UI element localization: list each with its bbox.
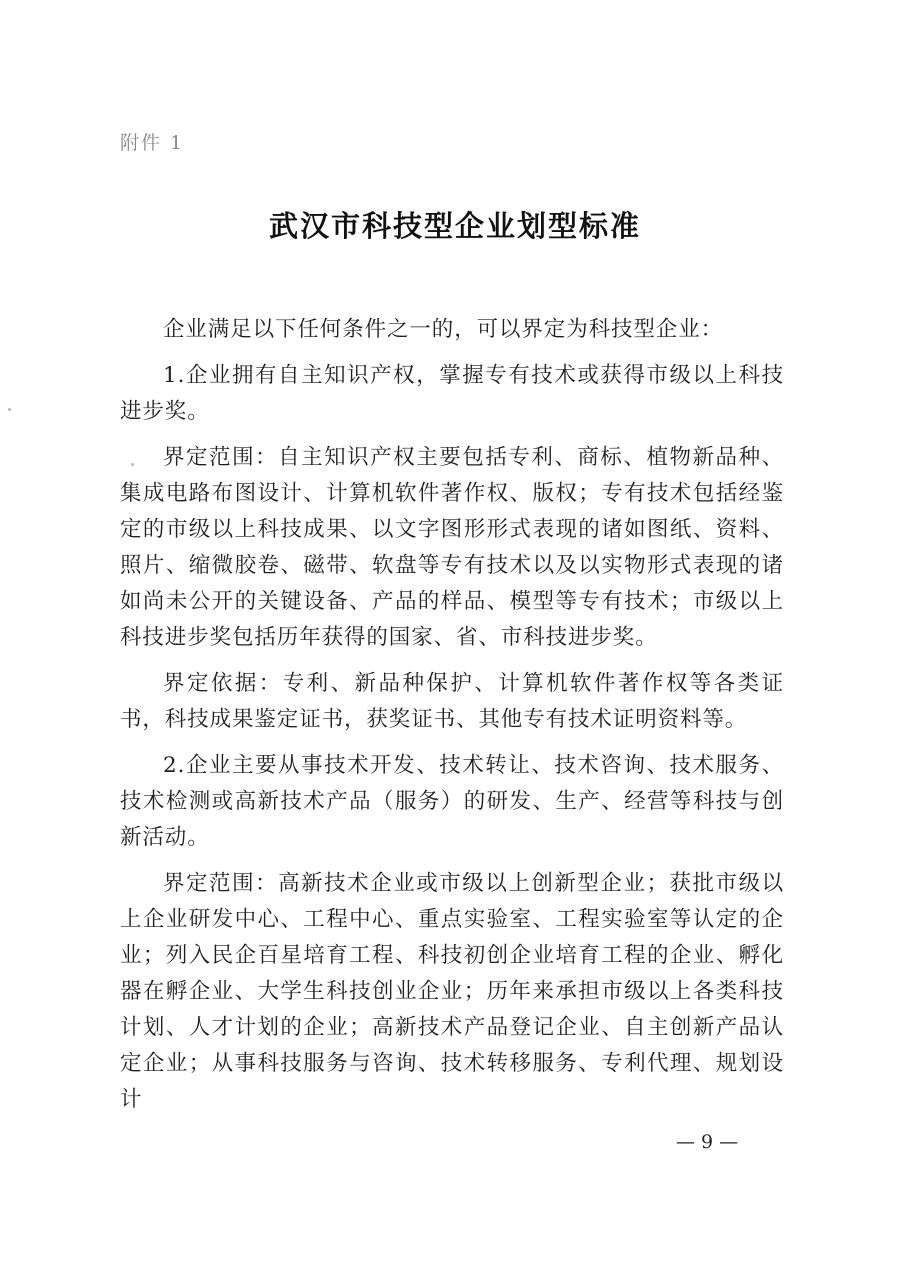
criterion-1-scope-paragraph: 界定范围：自主知识产权主要包括专利、商标、植物新品种、集成电路布图设计、计算机软件著作权、版权；专有技术包括经鉴定的市级以上科技成果、以文字图形形式表现的诸如图纸、资料、照片、缩微胶卷、磁带、软盘等专有技术以及以实物形式表现的诸如尚未公开的关键设备、产品的样品、模型等专有技术；市级以上科技进步奖包括历年获得的国家、省、市科技进步奖。 xyxy=(120,445,784,650)
criterion-1-basis-paragraph: 界定依据：专利、新品种保护、计算机软件著作权等各类证书，科技成果鉴定证书，获奖证书、其他专有技术证明资料等。 xyxy=(120,671,784,732)
page-number: — 9 — xyxy=(676,1131,739,1153)
criterion-2-paragraph: 2.企业主要从事技术开发、技术转让、技术咨询、技术服务、技术检测或高新技术产品（服务）的研发、生产、经营等科技与创新活动。 xyxy=(120,753,784,850)
intro-paragraph: 企业满足以下任何条件之一的，可以界定为科技型企业： xyxy=(163,317,724,342)
scan-speck xyxy=(8,408,11,411)
document-body xyxy=(120,312,784,1128)
document-title: 武汉市科技型企业划型标准 xyxy=(268,209,641,243)
scan-speck xyxy=(131,463,134,466)
attachment-label: 附件 1 xyxy=(120,132,185,154)
criterion-1-paragraph: 1.企业拥有自主知识产权，掌握专有技术或获得市级以上科技进步奖。 xyxy=(120,363,784,424)
criterion-2-scope-paragraph: 界定范围：高新技术企业或市级以上创新型企业；获批市级以上企业研发中心、工程中心、重点实验室、工程实验室等认定的企业；列入民企百星培育工程、科技初创企业培育工程的企业、孵化器在孵企业、大学生科技创业企业；历年来承担市级以上各类科技计划、人才计划的企业；高新技术产品登记企业、自主创新产品认定企业；从事科技服务与咨询、技术转移服务、专利代理、规划设计 xyxy=(120,871,784,1112)
